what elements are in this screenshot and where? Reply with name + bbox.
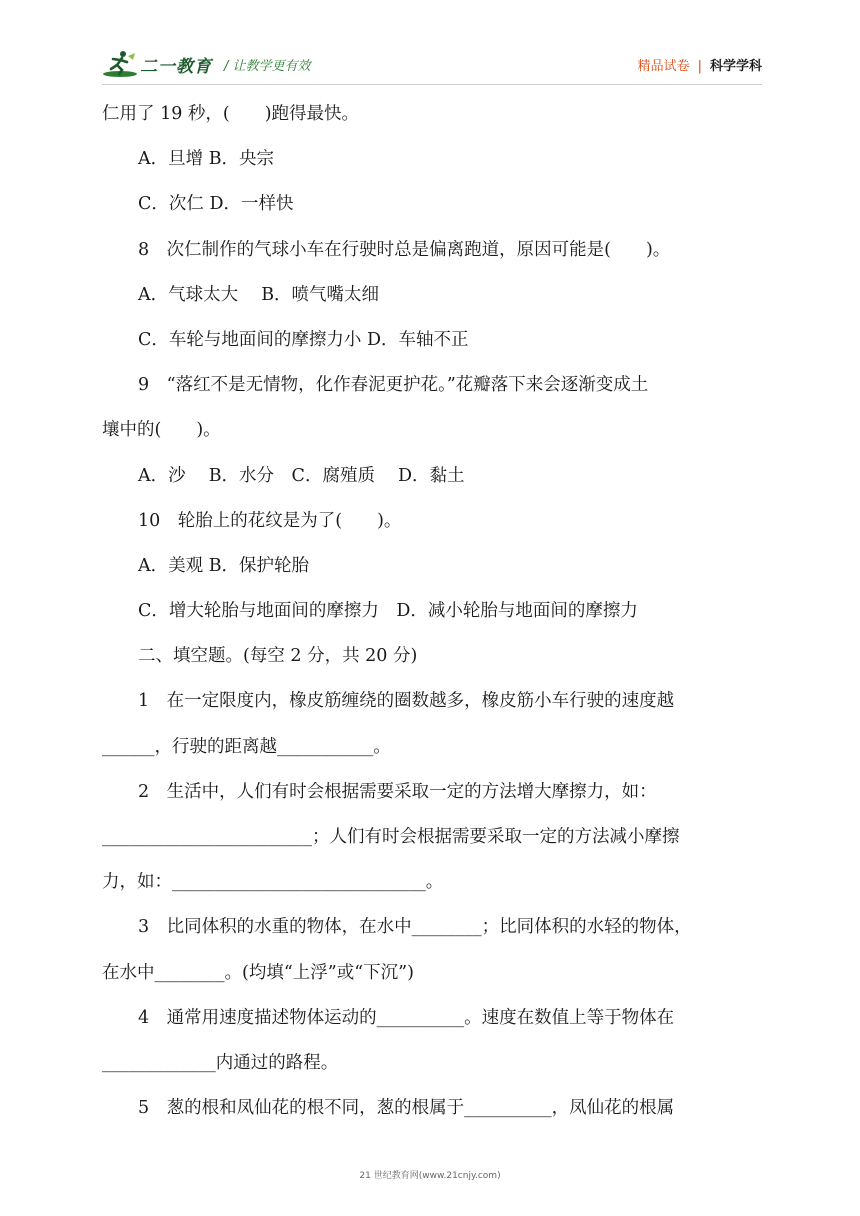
fill-question-4: 4 通常用速度描述物体运动的__________。速度在数值上等于物体在 <box>138 1007 675 1028</box>
option-line: A．气球太大 B．喷气嘴太细 <box>138 284 380 305</box>
question-9: 9 “落红不是无情物，化作春泥更护花。”花瓣落下来会逐渐变成土 <box>138 375 649 396</box>
text-line: ________________________；人们有时会根据需要采取一定的方法减小摩擦 <box>102 827 680 847</box>
text-line: 在水中________。(均填“上浮”或“下沉”) <box>102 962 414 983</box>
tag-premium-paper: 精品试卷 <box>637 59 690 74</box>
question-8: 8 次仁制作的气球小车在行驶时总是偏离跑道，原因可能是( )。 <box>138 239 671 260</box>
page-footer: 21 世纪教育网(www.21cnjy.com) <box>359 1171 501 1181</box>
runner-logo-icon <box>102 50 138 78</box>
option-line: C．增大轮胎与地面间的摩擦力 D．减小轮胎与地面间的摩擦力 <box>138 601 638 622</box>
header-divider <box>102 84 762 85</box>
logo <box>102 46 222 82</box>
text-line: 壤中的( )。 <box>102 420 221 441</box>
fill-question-5: 5 葱的根和凤仙花的根不同，葱的根属于__________，凤仙花的根属 <box>138 1098 675 1119</box>
option-line: A．旦增 B．央宗 <box>138 149 275 170</box>
document-body <box>102 92 766 1131</box>
option-line: C．次仁 D．一样快 <box>138 194 294 215</box>
text-line: 力，如：_____________________________。 <box>102 872 444 893</box>
text-line: ______，行驶的距离越___________。 <box>102 736 391 757</box>
slogan: / 让教学更有效 <box>224 59 311 74</box>
option-line: C．车轮与地面间的摩擦力小 D．车轴不正 <box>138 329 469 350</box>
tag-subject: 科学学科 <box>709 59 762 74</box>
section-heading: 二、填空题。(每空 2 分，共 20 分) <box>138 646 418 667</box>
fill-question-1: 1 在一定限度内，橡皮筋缠绕的圈数越多，橡皮筋小车行驶的速度越 <box>138 691 675 712</box>
tag-separator: | <box>697 59 702 74</box>
question-10: 10 轮胎上的花纹是为了( )。 <box>138 510 402 531</box>
page-header <box>102 46 762 82</box>
header-tags <box>638 55 762 74</box>
logo-text: 二一教育 <box>140 57 212 77</box>
fill-question-3: 3 比同体积的水重的物体，在水中________；比同体积的水轻的物体， <box>138 917 692 938</box>
option-line: A．美观 B．保护轮胎 <box>138 555 310 576</box>
text-line: 仁用了 19 秒，( )跑得最快。 <box>102 104 360 124</box>
option-line: A．沙 B．水分 C．腐殖质 D．黏土 <box>138 465 465 486</box>
text-line: _____________内通过的路程。 <box>102 1052 339 1073</box>
fill-question-2: 2 生活中，人们有时会根据需要采取一定的方法增大摩擦力，如： <box>138 781 657 802</box>
